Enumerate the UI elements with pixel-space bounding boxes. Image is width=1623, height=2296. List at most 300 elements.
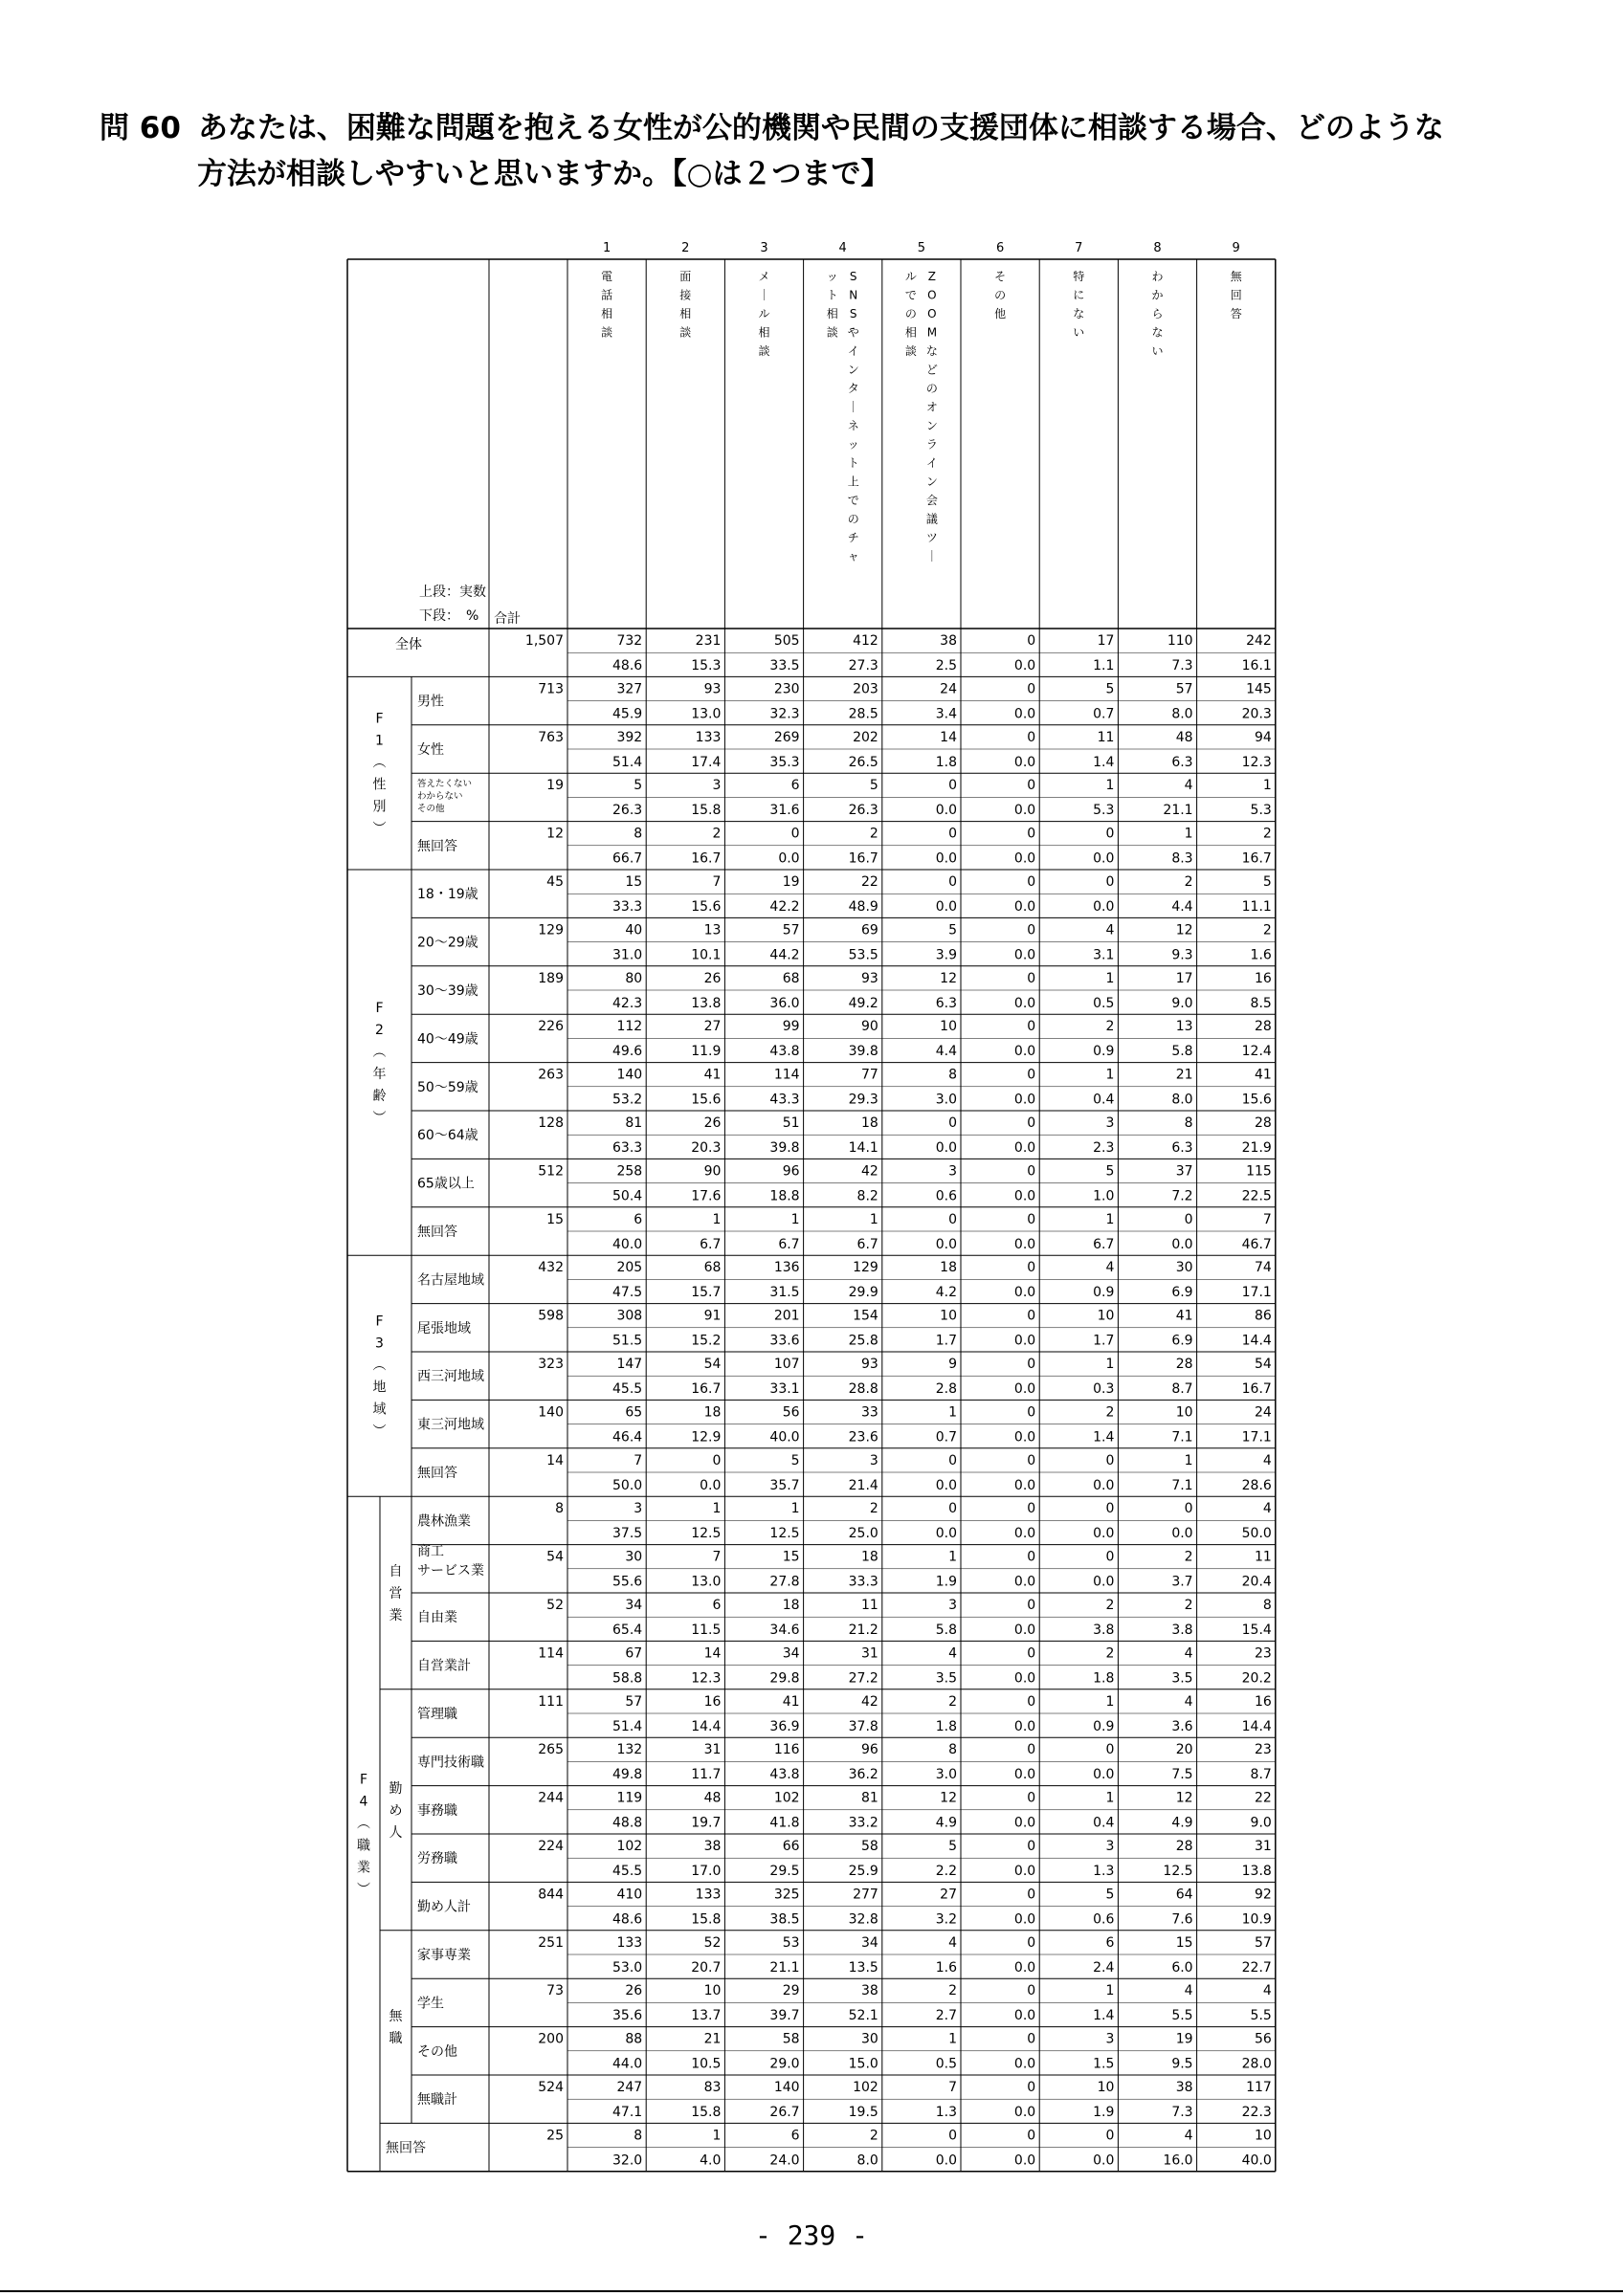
cell-percent: 19.5	[848, 2105, 878, 2120]
cell-percent: 12.3	[1241, 754, 1272, 770]
cell-percent: 26.7	[769, 2105, 800, 2120]
cell-percent: 35.7	[769, 1477, 800, 1493]
row-label: 20～29歳	[417, 935, 478, 951]
cell-count: 65	[625, 1404, 643, 1421]
cell-percent: 63.3	[612, 1140, 643, 1156]
cell-percent: 46.4	[612, 1429, 643, 1446]
cell-percent: 0.6	[935, 1188, 957, 1204]
cell-percent: 11.5	[691, 1623, 722, 1638]
row-total: 52	[546, 1598, 564, 1613]
column-number: 6	[995, 241, 1005, 255]
cell-count: 1	[948, 2031, 957, 2047]
group-label-char: ︶	[372, 821, 387, 837]
cell-percent: 53.5	[848, 947, 878, 963]
cell-count: 3	[948, 1598, 957, 1613]
cell-percent: 16.7	[691, 1381, 722, 1397]
cell-percent: 14.4	[1241, 1718, 1272, 1734]
cell-percent: 0.9	[1093, 1718, 1115, 1734]
row-total: 713	[538, 681, 564, 697]
cell-percent: 39.7	[769, 2008, 800, 2024]
cell-count: 22	[1254, 1790, 1272, 1806]
cell-percent: 1.5	[1093, 2056, 1115, 2072]
cell-count: 4	[1105, 1260, 1115, 1276]
cell-count: 0	[948, 1211, 957, 1227]
row-label: 労務職	[417, 1851, 457, 1867]
cell-count: 0	[1027, 1019, 1036, 1035]
cell-count: 34	[782, 1645, 800, 1662]
cell-percent: 40.0	[1241, 2152, 1272, 2169]
cell-count: 0	[1027, 1549, 1036, 1565]
cell-count: 33	[860, 1404, 878, 1421]
cell-count: 2	[869, 1501, 878, 1517]
cell-count: 7	[712, 1549, 722, 1565]
cell-count: 4	[1184, 1693, 1193, 1710]
cell-count: 4	[1262, 1983, 1272, 1999]
cell-count: 90	[703, 1163, 722, 1180]
cell-percent: 1.1	[1093, 658, 1115, 673]
cell-count: 133	[695, 729, 722, 745]
cell-count: 2	[1105, 1404, 1115, 1421]
cell-count: 9	[948, 1357, 957, 1372]
question-line-2: 方法が相談しやすいと思いますか。【○は２つまで】	[197, 157, 891, 191]
cell-count: 1	[712, 1501, 722, 1517]
subgroup-label-char: 自	[389, 1564, 403, 1579]
group-label-char: ︵	[372, 1358, 387, 1374]
cell-percent: 0.0	[1013, 1623, 1036, 1638]
cell-percent: 38.5	[769, 1911, 800, 1928]
cell-percent: 20.7	[691, 1959, 722, 1976]
cell-count: 0	[1027, 1839, 1036, 1854]
group-label-char: ︵	[357, 1816, 370, 1832]
cell-percent: 16.7	[848, 850, 878, 867]
cell-percent: 22.5	[1241, 1188, 1272, 1204]
cell-count: 16	[703, 1693, 722, 1710]
cell-count: 4	[948, 1934, 957, 1951]
cell-percent: 33.6	[769, 1333, 800, 1349]
cell-percent: 0.0	[1013, 1767, 1036, 1783]
cell-percent: 12.5	[769, 1526, 800, 1542]
cell-count: 8	[948, 1742, 957, 1758]
cell-count: 10	[940, 1308, 957, 1324]
cell-percent: 0.0	[778, 850, 800, 867]
cell-percent: 48.6	[612, 1911, 643, 1928]
column-header-label: 電話相談	[601, 270, 613, 340]
row-label: その他	[417, 2043, 457, 2060]
cell-count: 21	[703, 2031, 722, 2047]
cell-percent: 21.2	[848, 1623, 878, 1638]
cell-percent: 21.9	[1241, 1140, 1272, 1156]
cell-percent: 5.5	[1250, 2008, 1272, 2024]
cell-count: 57	[625, 1693, 643, 1710]
row-label: 65歳以上	[417, 1176, 475, 1192]
cell-percent: 0.0	[1013, 899, 1036, 915]
row-label: 農林漁業	[417, 1513, 471, 1530]
question-line-1	[100, 107, 1444, 149]
cell-count: 26	[703, 970, 722, 986]
cell-percent: 24.0	[769, 2152, 800, 2169]
cell-count: 7	[634, 1452, 643, 1468]
cell-count: 6	[790, 2128, 800, 2144]
cell-count: 1	[1105, 1211, 1115, 1227]
cell-percent: 3.1	[1093, 947, 1115, 963]
cell-percent: 0.6	[1093, 1911, 1115, 1928]
cell-percent: 0.0	[935, 2152, 957, 2169]
cell-percent: 1.9	[935, 1574, 957, 1590]
cell-percent: 0.0	[1013, 1044, 1036, 1060]
legend-bottom: 下段： %	[419, 608, 479, 624]
cell-percent: 9.0	[1250, 1815, 1272, 1831]
cell-percent: 0.7	[935, 1429, 957, 1446]
cell-percent: 0.0	[935, 803, 957, 819]
row-label: 30～39歳	[417, 983, 478, 999]
cell-count: 7	[1262, 1211, 1272, 1227]
cell-count: 115	[1246, 1163, 1272, 1180]
cell-count: 31	[860, 1645, 878, 1662]
cell-percent: 43.8	[769, 1044, 800, 1060]
group-label-char: 域	[372, 1402, 387, 1418]
cell-percent: 14.1	[848, 1140, 878, 1156]
cell-count: 5	[1105, 1887, 1115, 1903]
group-label-char: 1	[375, 733, 384, 749]
cell-count: 0	[1027, 1067, 1036, 1083]
cell-count: 147	[616, 1357, 643, 1372]
cell-percent: 15.8	[691, 803, 722, 819]
cell-percent: 29.3	[848, 1092, 878, 1108]
cell-percent: 39.8	[769, 1140, 800, 1156]
cell-percent: 3.4	[935, 706, 957, 722]
row-total: 189	[538, 970, 564, 986]
cell-count: 5	[1262, 874, 1272, 890]
cell-count: 1	[1105, 970, 1115, 986]
cell-percent: 37.8	[848, 1718, 878, 1734]
row-total: 73	[546, 1983, 564, 1999]
cell-percent: 1.8	[935, 754, 957, 770]
cell-percent: 13.0	[691, 706, 722, 722]
cell-percent: 6.9	[1171, 1333, 1193, 1349]
cell-percent: 9.0	[1171, 995, 1193, 1011]
cell-percent: 0.0	[1013, 1911, 1036, 1928]
cell-count: 102	[616, 1839, 643, 1854]
cell-percent: 50.4	[612, 1188, 643, 1204]
cell-count: 38	[1175, 2080, 1193, 2095]
cell-count: 277	[853, 1887, 878, 1903]
cell-percent: 49.2	[848, 995, 878, 1011]
cell-count: 24	[940, 681, 957, 697]
cell-count: 12	[1175, 922, 1193, 938]
cell-count: 2	[1105, 1645, 1115, 1662]
cell-count: 28	[1175, 1839, 1193, 1854]
cell-percent: 4.9	[1171, 1815, 1193, 1831]
cell-percent: 6.9	[1171, 1285, 1193, 1301]
cell-count: 112	[616, 1019, 643, 1035]
cell-percent: 15.8	[691, 1911, 722, 1928]
cell-percent: 6.7	[1093, 1236, 1115, 1252]
cell-percent: 0.0	[1013, 803, 1036, 819]
cell-count: 412	[853, 633, 878, 649]
cell-percent: 0.0	[1013, 1285, 1036, 1301]
cell-percent: 2.3	[1093, 1140, 1115, 1156]
cell-count: 74	[1254, 1260, 1272, 1276]
cell-percent: 42.2	[769, 899, 800, 915]
cell-count: 41	[703, 1067, 722, 1083]
cell-percent: 53.2	[612, 1092, 643, 1108]
cell-percent: 1.9	[1093, 2105, 1115, 2120]
cell-count: 107	[773, 1357, 800, 1372]
cell-percent: 28.8	[848, 1381, 878, 1397]
row-label: 事務職	[417, 1802, 457, 1819]
cell-count: 96	[860, 1742, 878, 1758]
row-total: 200	[538, 2031, 564, 2047]
cell-percent: 8.0	[1171, 706, 1193, 722]
cell-percent: 11.1	[1241, 899, 1272, 915]
cell-count: 0	[1027, 1404, 1036, 1421]
cell-percent: 20.4	[1241, 1574, 1272, 1590]
cell-count: 3	[712, 778, 722, 794]
cell-count: 10	[1175, 1404, 1193, 1421]
cell-percent: 8.0	[856, 2152, 878, 2169]
cell-count: 13	[703, 922, 722, 938]
row-total: 323	[538, 1357, 564, 1372]
group-label-char: F	[375, 1001, 384, 1017]
cell-count: 1	[712, 2128, 722, 2144]
cell-count: 28	[1254, 1115, 1272, 1131]
cell-count: 12	[1175, 1790, 1193, 1806]
group-label-char: F	[375, 711, 384, 727]
cell-percent: 13.8	[1241, 1864, 1272, 1879]
cell-count: 56	[1254, 2031, 1272, 2047]
cell-percent: 17.1	[1241, 1285, 1272, 1301]
cell-percent: 7.1	[1171, 1477, 1193, 1493]
cell-percent: 3.9	[935, 947, 957, 963]
cell-count: 2	[1184, 1598, 1193, 1613]
cell-count: 8	[634, 826, 643, 842]
cell-percent: 0.0	[1013, 1864, 1036, 1879]
cell-percent: 41.8	[769, 1815, 800, 1831]
cell-count: 102	[773, 1790, 800, 1806]
cell-percent: 22.7	[1241, 1959, 1272, 1976]
cell-count: 38	[940, 633, 957, 649]
cell-percent: 14.4	[691, 1718, 722, 1734]
cell-count: 205	[616, 1260, 643, 1276]
column-number: 8	[1153, 241, 1162, 255]
cell-count: 15	[782, 1549, 800, 1565]
group-label-char: F	[375, 1314, 384, 1330]
cell-percent: 44.0	[612, 2056, 643, 2072]
row-total: 763	[538, 729, 564, 745]
cell-percent: 0.0	[1013, 754, 1036, 770]
cell-percent: 14.4	[1241, 1333, 1272, 1349]
cell-percent: 50.0	[1241, 1526, 1272, 1542]
cell-percent: 1.4	[1093, 1429, 1115, 1446]
cell-count: 1	[1105, 1983, 1115, 1999]
cell-percent: 0.3	[1093, 1381, 1115, 1397]
cell-percent: 1.8	[935, 1718, 957, 1734]
cell-count: 19	[1175, 2031, 1193, 2047]
cell-percent: 4.9	[935, 1815, 957, 1831]
cell-percent: 25.8	[848, 1333, 878, 1349]
cell-count: 34	[625, 1598, 643, 1613]
cell-count: 81	[625, 1115, 643, 1131]
cell-count: 2	[948, 1983, 957, 1999]
cell-percent: 31.0	[612, 947, 643, 963]
cell-percent: 3.2	[935, 1911, 957, 1928]
cell-count: 5	[790, 1452, 800, 1468]
cell-percent: 53.0	[612, 1959, 643, 1976]
cell-percent: 21.1	[769, 1959, 800, 1976]
cell-count: 1	[1184, 826, 1193, 842]
cell-count: 2	[1262, 922, 1272, 938]
cell-count: 92	[1254, 1887, 1272, 1903]
group-label-char: ︶	[372, 1424, 387, 1440]
cell-count: 53	[782, 1934, 800, 1951]
cell-percent: 32.0	[612, 2152, 643, 2169]
cell-count: 42	[860, 1163, 878, 1180]
cell-percent: 1.3	[1093, 1864, 1115, 1879]
cell-count: 2	[869, 2128, 878, 2144]
cell-percent: 3.0	[935, 1092, 957, 1108]
cell-count: 1	[869, 1211, 878, 1227]
cell-percent: 51.4	[612, 1718, 643, 1734]
cell-count: 28	[1175, 1357, 1193, 1372]
cell-percent: 0.0	[1171, 1236, 1193, 1252]
cell-count: 58	[860, 1839, 878, 1854]
cell-count: 269	[773, 729, 800, 745]
cell-percent: 5.3	[1250, 803, 1272, 819]
cell-count: 57	[1254, 1934, 1272, 1951]
cell-percent: 0.0	[1013, 1670, 1036, 1687]
cell-percent: 33.3	[612, 899, 643, 915]
cell-percent: 34.6	[769, 1623, 800, 1638]
cell-count: 2	[1184, 874, 1193, 890]
cell-count: 203	[853, 681, 878, 697]
cell-count: 28	[1254, 1019, 1272, 1035]
row-label: 無回答	[417, 1225, 457, 1240]
cell-count: 4	[1184, 1645, 1193, 1662]
cell-percent: 12.4	[1241, 1044, 1272, 1060]
row-total: 844	[538, 1887, 564, 1903]
cell-count: 2	[1184, 1549, 1193, 1565]
cell-percent: 0.0	[935, 899, 957, 915]
cell-count: 29	[782, 1983, 800, 1999]
cell-percent: 0.0	[700, 1477, 722, 1493]
cell-count: 0	[1027, 1934, 1036, 1951]
column-header-label: その他	[994, 270, 1007, 320]
cell-percent: 17.4	[691, 754, 722, 770]
cell-percent: 65.4	[612, 1623, 643, 1638]
cell-count: 52	[703, 1934, 722, 1951]
cell-count: 58	[782, 2031, 800, 2047]
cell-percent: 19.7	[691, 1815, 722, 1831]
cell-count: 0	[948, 778, 957, 794]
cell-count: 0	[1027, 1163, 1036, 1180]
cell-percent: 12.5	[1163, 1864, 1193, 1879]
cell-percent: 15.2	[691, 1333, 722, 1349]
cell-percent: 15.0	[848, 2056, 878, 2072]
cell-count: 1	[790, 1211, 800, 1227]
cell-percent: 0.7	[1093, 706, 1115, 722]
cell-percent: 5.8	[1171, 1044, 1193, 1060]
cell-count: 132	[616, 1742, 643, 1758]
cell-percent: 16.1	[1241, 658, 1272, 673]
group-label-char: 職	[357, 1838, 370, 1854]
cell-count: 64	[1175, 1887, 1193, 1903]
cell-percent: 0.0	[1171, 1526, 1193, 1542]
cell-count: 2	[1105, 1019, 1115, 1035]
column-header-label: 面接相談	[679, 270, 692, 340]
cell-count: 90	[860, 1019, 878, 1035]
cell-percent: 15.8	[691, 2105, 722, 2120]
cell-count: 119	[616, 1790, 643, 1806]
cell-percent: 0.0	[1013, 1477, 1036, 1493]
cell-count: 26	[625, 1983, 643, 1999]
cell-percent: 46.7	[1241, 1236, 1272, 1252]
cell-count: 31	[703, 1742, 722, 1758]
cell-count: 1	[1105, 1693, 1115, 1710]
row-label: 西三河地域	[417, 1369, 484, 1385]
cell-count: 5	[948, 922, 957, 938]
cell-count: 0	[1105, 1742, 1115, 1758]
row-label: 18・19歳	[417, 887, 478, 903]
cell-percent: 0.0	[935, 1526, 957, 1542]
cell-percent: 2.2	[935, 1864, 957, 1879]
cell-percent: 2.8	[935, 1381, 957, 1397]
cell-percent: 12.3	[691, 1670, 722, 1687]
row-total: 15	[546, 1211, 564, 1227]
cell-percent: 32.3	[769, 706, 800, 722]
cell-count: 140	[773, 2080, 800, 2095]
cell-count: 38	[703, 1839, 722, 1854]
cell-percent: 51.5	[612, 1333, 643, 1349]
row-label: 女性	[417, 742, 444, 758]
cell-count: 136	[773, 1260, 800, 1276]
cell-percent: 36.0	[769, 995, 800, 1011]
cell-percent: 13.5	[848, 1959, 878, 1976]
cell-percent: 0.0	[1013, 1526, 1036, 1542]
cell-count: 5	[1105, 1163, 1115, 1180]
group-label-char: ︵	[372, 1045, 387, 1061]
cell-percent: 0.0	[1013, 706, 1036, 722]
cell-percent: 8.5	[1250, 995, 1272, 1011]
cell-count: 0	[1027, 1211, 1036, 1227]
cell-count: 30	[625, 1549, 643, 1565]
cell-count: 4	[948, 1645, 957, 1662]
cell-count: 0	[1027, 874, 1036, 890]
cell-count: 11	[860, 1598, 878, 1613]
cell-count: 8	[1262, 1598, 1272, 1613]
cell-count: 21	[1175, 1067, 1193, 1083]
cell-count: 18	[782, 1598, 800, 1613]
cell-percent: 0.0	[1013, 2105, 1036, 2120]
cell-count: 42	[860, 1693, 878, 1710]
cell-count: 15	[625, 874, 643, 890]
cell-percent: 4.4	[935, 1044, 957, 1060]
cell-count: 10	[940, 1019, 957, 1035]
cell-count: 23	[1254, 1645, 1272, 1662]
cell-percent: 17.1	[1241, 1429, 1272, 1446]
column-header-label: わからない	[1151, 270, 1164, 358]
cell-count: 27	[703, 1019, 722, 1035]
cell-count: 0	[1105, 874, 1115, 890]
row-total: 432	[538, 1260, 564, 1276]
cell-count: 94	[1254, 729, 1272, 745]
cell-percent: 12.5	[691, 1526, 722, 1542]
row-label: 全体	[395, 637, 422, 653]
cell-count: 30	[1175, 1260, 1193, 1276]
cell-count: 0	[1027, 1693, 1036, 1710]
cell-count: 7	[948, 2080, 957, 2095]
cell-count: 12	[940, 1790, 957, 1806]
row-total: 45	[546, 874, 564, 890]
